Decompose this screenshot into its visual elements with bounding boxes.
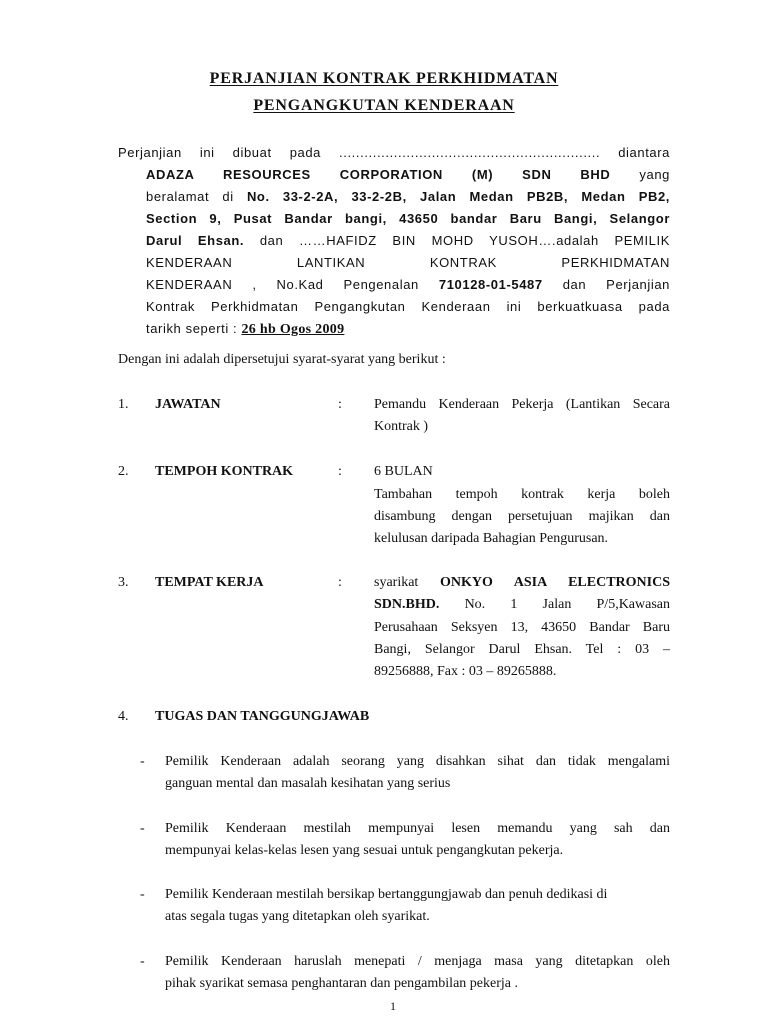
duty-3-line-2: atas segala tugas yang ditetapkan oleh syarikat. [165,909,430,924]
intro-line-3 [146,187,670,207]
section-4-heading: TUGAS DAN TANGGUNGJAWAB [155,709,370,724]
agreement-terms-intro: Dengan ini adalah dipersetujui syarat-syarat yang berikut : [118,352,446,367]
intro-line-6: KENDERAAN LANTIKAN KONTRAK PERKHIDMATAN [146,255,670,270]
effective-date: 26 hb Ogos 2009 [241,322,345,337]
company-address-2: Section 9, Pusat Bandar bangi, 43650 bandar Baru Bangi, Selangor [146,211,670,226]
section-3-colon: : [338,575,342,590]
document-title-line1: PERJANJIAN KONTRAK PERKHIDMATAN [209,70,559,87]
workplace-address-1: No. 1 Jalan P/5,Kawasan [464,597,670,612]
section-3-line-3: Perusahaan Seksyen 13, 43650 Bandar Baru [374,620,670,635]
duty-2-dash: - [140,821,145,836]
section-2-heading: TEMPOH KONTRAK [155,464,294,479]
intro-vehicle-text: KENDERAAN [146,277,233,292]
duty-4-line-2: pihak syarikat semasa penghantaran dan pengambilan pekerja . [165,976,518,991]
duty-2-line-1: Pemilik Kenderaan mestilah mempunyai lesen memandu yang sah dan [165,821,670,836]
company-address-3: Darul Ehsan. [146,233,245,248]
intro-date-label: tarikh seperti : [146,321,238,336]
duty-1-line-1: Pemilik Kenderaan adalah seorang yang disahkan sihat dan tidak mengalami [165,754,670,769]
page-number: 1 [390,999,396,1013]
section-2-colon: : [338,464,342,479]
intro-line-5 [146,231,670,251]
section-1-colon: : [338,397,342,412]
section-2-line-1: 6 BULAN [374,464,433,479]
duty-2-line-2: mempunyai kelas-kelas lesen yang sesuai untuk pengangkutan pekerja. [165,843,564,858]
intro-line-9 [146,319,344,340]
company-name: ADAZA RESOURCES CORPORATION (M) SDN BHD [146,167,611,182]
duty-1-line-2: ganguan mental dan masalah kesihatan yang serius [165,776,451,791]
section-2-number: 2. [118,464,129,479]
section-2-line-4: kelulusan daripada Bahagian Pengurusan. [374,531,609,546]
intro-owner-role-text: adalah PEMILIK [556,233,670,248]
intro-between-text: diantara [618,145,670,160]
intro-and-agreement-text: dan Perjanjian [562,277,670,292]
section-3-line-1 [374,573,670,593]
intro-address-label: beralamat di [146,189,234,204]
section-3-line-2 [374,595,670,615]
duty-4-dash: - [140,954,145,969]
duty-1-dash: - [140,754,145,769]
document-title-line2: PENGANGKUTAN KENDERAAN [253,97,515,114]
duty-4-line-1: Pemilik Kenderaan haruslah menepati / menjaga masa yang ditetapkan oleh [165,954,670,969]
workplace-company-name: ONKYO ASIA ELECTRONICS [439,575,671,590]
intro-agreement-text: Perjanjian ini dibuat pada [118,145,322,160]
intro-line-1 [118,143,670,163]
owner-name: ……HAFIDZ BIN MOHD YUSOH…. [299,233,557,248]
section-1-number: 1. [118,397,129,412]
duty-3-dash: - [140,887,145,902]
intro-ic-label: , No.Kad Pengenalan [252,277,419,292]
section-3-company-label: syarikat [374,575,419,590]
intro-which-text: yang [639,167,671,182]
section-2-line-3: disambung dengan persetujuan majikan dan [374,509,670,524]
intro-line-2 [146,165,670,185]
section-3-number: 3. [118,575,129,590]
section-4-number: 4. [118,709,129,724]
section-2-line-2: Tambahan tempoh kontrak kerja boleh [374,487,670,502]
section-1-heading: JAWATAN [155,397,221,412]
section-3-line-5: 89256888, Fax : 03 – 89265888. [374,664,557,679]
intro-line-7 [146,275,670,295]
section-3-line-4: Bangi, Selangor Darul Ehsan. Tel : 03 – [374,642,670,657]
section-1-line-2: Kontrak ) [374,419,429,434]
company-address-1: No. 33-2-2A, 33-2-2B, Jalan Medan PB2B, Medan PB2, [246,189,670,204]
intro-and-text: dan [259,233,284,248]
intro-date-blank: .............................................................. [339,145,601,160]
duty-3-line-1: Pemilik Kenderaan mestilah bersikap bertanggungjawab dan penuh dedikasi di [165,887,608,902]
ic-number: 710128-01-5487 [438,277,543,292]
section-3-heading: TEMPAT KERJA [155,575,264,590]
intro-line-8: Kontrak Perkhidmatan Pengangkutan Kenderaan ini berkuatkuasa pada [146,299,670,314]
workplace-company-suffix: SDN.BHD. [374,597,440,612]
section-1-line-1: Pemandu Kenderaan Pekerja (Lantikan Secara [374,397,670,412]
